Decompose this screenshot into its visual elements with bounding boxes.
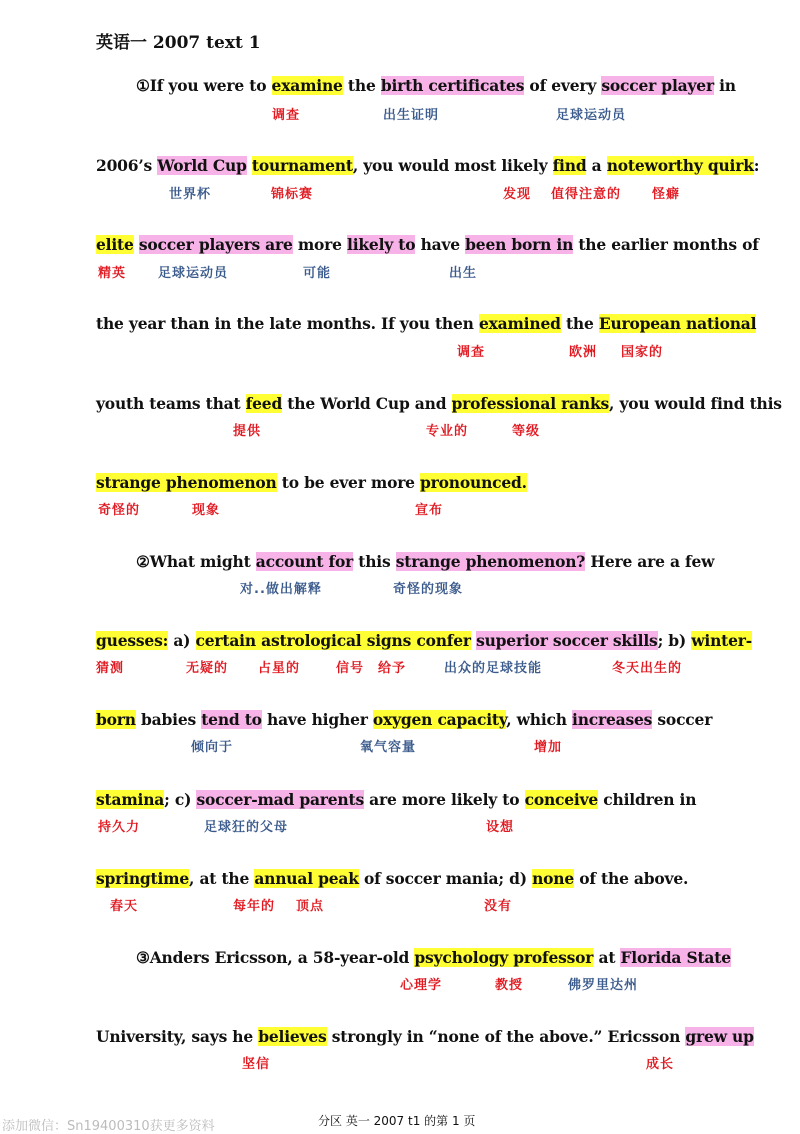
text-segment: the year than in the late months. If you then: [96, 314, 479, 333]
text-segment: at: [593, 948, 621, 967]
highlight-yellow: elite: [96, 235, 134, 254]
text-segment: of every: [524, 76, 602, 95]
text-segment: are more likely to: [363, 790, 525, 809]
highlight-yellow: strange: [96, 473, 166, 492]
chinese-gloss: 倾向于: [191, 740, 234, 755]
highlight-yellow: stamina: [96, 790, 165, 809]
chinese-gloss: 等级: [512, 424, 541, 439]
highlight-yellow: find: [552, 156, 587, 175]
text-segment: in: [713, 76, 736, 95]
text-line: [96, 314, 756, 333]
chinese-gloss: 现象: [192, 503, 221, 518]
highlight-yellow: born: [96, 710, 136, 729]
highlight-yellow: psychology professor: [414, 948, 594, 967]
text-line: [96, 235, 759, 254]
chinese-gloss: 无疑的: [186, 661, 229, 676]
highlight-pink: Florida State: [620, 948, 731, 967]
highlight-yellow: believes: [258, 1027, 327, 1046]
chinese-gloss: 出众的足球技能: [444, 661, 543, 676]
watermark: 添加微信：Sn19400310获更多资料: [2, 1119, 215, 1134]
chinese-gloss: 国家的: [621, 345, 664, 360]
text-segment: a): [168, 631, 196, 650]
text-segment: ②What might: [136, 552, 256, 571]
text-segment: youth teams that: [96, 394, 246, 413]
chinese-gloss: 对..做出解释: [240, 582, 322, 597]
text-segment: ; c): [164, 790, 197, 809]
text-line: [96, 394, 782, 413]
chinese-gloss: 没有: [484, 899, 513, 914]
text-segment: soccer: [652, 710, 713, 729]
text-segment: , you would most likely: [352, 156, 553, 175]
highlight-yellow: phenomenon: [165, 473, 277, 492]
text-segment: the World Cup and: [282, 394, 452, 413]
text-segment: of soccer mania; d): [358, 869, 533, 888]
highlight-pink: World Cup: [157, 156, 247, 175]
highlight-pink: soccer-mad parents: [196, 790, 364, 809]
text-segment: have higher: [261, 710, 373, 729]
highlight-yellow: examine: [271, 76, 343, 95]
chinese-gloss: 宣布: [415, 503, 444, 518]
page-footer: 分区 英一 2007 t1 的第 1 页: [318, 1114, 476, 1128]
text-line: [136, 948, 731, 967]
highlight-yellow: conceive: [524, 790, 599, 809]
highlight-pink: been born in: [465, 235, 574, 254]
chinese-gloss: 占星的: [258, 661, 301, 676]
highlight-yellow: professional ranks: [451, 394, 610, 413]
text-line: [96, 869, 688, 888]
highlight-yellow: certain astrological signs confer: [195, 631, 471, 650]
highlight-pink: increases: [572, 710, 653, 729]
chinese-gloss: 调查: [457, 345, 486, 360]
chinese-gloss: 奇怪的: [98, 503, 141, 518]
chinese-gloss: 出生: [449, 266, 478, 281]
text-segment: babies: [135, 710, 202, 729]
chinese-gloss: 欧洲: [569, 345, 598, 360]
text-segment: University, says he: [96, 1027, 259, 1046]
text-segment: Here are a few: [585, 552, 715, 571]
highlight-yellow: pronounced.: [420, 473, 527, 492]
highlight-pink: tend to: [201, 710, 262, 729]
highlight-pink: grew up: [685, 1027, 754, 1046]
text-segment: ③Anders Ericsson, a 58-year-old: [136, 948, 415, 967]
highlight-pink: soccer players are: [138, 235, 293, 254]
text-line: [96, 710, 712, 729]
text-line: [96, 156, 759, 175]
chinese-gloss: 佛罗里达州: [568, 978, 639, 993]
highlight-yellow: tournament: [251, 156, 353, 175]
chinese-gloss: 发现: [503, 187, 532, 202]
chinese-gloss: 氧气容量: [360, 740, 417, 755]
text-segment: children in: [598, 790, 697, 809]
chinese-gloss: 值得注意的: [551, 187, 622, 202]
text-segment: 2006’s: [96, 156, 158, 175]
text-segment: a: [586, 156, 607, 175]
highlight-pink: strange phenomenon?: [395, 552, 586, 571]
chinese-gloss: 足球狂的父母: [204, 820, 289, 835]
highlight-yellow: springtime: [96, 869, 190, 888]
highlight-yellow: oxygen capacity: [372, 710, 507, 729]
chinese-gloss: 顶点: [296, 899, 325, 914]
chinese-gloss: 成长: [646, 1057, 675, 1072]
text-line: [96, 473, 527, 492]
chinese-gloss: 设想: [486, 820, 515, 835]
chinese-gloss: 锦标赛: [271, 187, 314, 202]
chinese-gloss: 足球运动员: [556, 108, 627, 123]
highlight-pink: superior soccer skills: [476, 631, 658, 650]
chinese-gloss: 提供: [233, 424, 262, 439]
chinese-gloss: 信号: [336, 661, 365, 676]
text-segment: of the above.: [574, 869, 689, 888]
text-line: [96, 790, 696, 809]
chinese-gloss: 坚信: [242, 1057, 271, 1072]
highlight-yellow: winter-: [691, 631, 752, 650]
highlight-yellow: none: [532, 869, 575, 888]
highlight-yellow: examined: [478, 314, 561, 333]
chinese-gloss: 给予: [378, 661, 407, 676]
chinese-gloss: 每年的: [233, 899, 276, 914]
text-segment: ①If you were to: [136, 76, 272, 95]
chinese-gloss: 可能: [303, 266, 332, 281]
chinese-gloss: 奇怪的现象: [393, 582, 464, 597]
chinese-gloss: 怪癖: [652, 187, 681, 202]
highlight-pink: soccer player: [601, 76, 714, 95]
chinese-gloss: 春天: [110, 899, 139, 914]
highlight-yellow: feed: [245, 394, 283, 413]
chinese-gloss: 调查: [272, 108, 301, 123]
text-segment: the earlier months of: [573, 235, 759, 254]
text-segment: the: [342, 76, 381, 95]
text-segment: more: [292, 235, 347, 254]
text-segment: , at the: [189, 869, 255, 888]
highlight-yellow: annual peak: [254, 869, 359, 888]
text-segment: to be ever more: [276, 473, 421, 492]
chinese-gloss: 足球运动员: [158, 266, 229, 281]
chinese-gloss: 增加: [534, 740, 563, 755]
text-segment: , which: [506, 710, 573, 729]
text-segment: strongly in “none of the above.” Ericsson: [326, 1027, 686, 1046]
text-line: [96, 631, 752, 650]
text-segment: :: [753, 156, 760, 175]
chinese-gloss: 专业的: [426, 424, 469, 439]
text-segment: ; b): [657, 631, 692, 650]
highlight-pink: likely to: [347, 235, 416, 254]
text-line: [136, 552, 714, 571]
chinese-gloss: 教授: [495, 978, 524, 993]
page-title: 英语一 2007 text 1: [96, 33, 261, 53]
chinese-gloss: 出生证明: [383, 108, 440, 123]
text-segment: the: [560, 314, 599, 333]
chinese-gloss: 猜测: [96, 661, 125, 676]
chinese-gloss: 心理学: [400, 978, 443, 993]
text-segment: have: [415, 235, 466, 254]
chinese-gloss: 持久力: [98, 820, 141, 835]
text-line: [96, 1027, 754, 1046]
text-segment: , you would find this: [609, 394, 782, 413]
chinese-gloss: 精英: [98, 266, 127, 281]
highlight-yellow: noteworthy quirk: [606, 156, 754, 175]
highlight-yellow: guesses:: [96, 631, 169, 650]
chinese-gloss: 冬天出生的: [612, 661, 683, 676]
highlight-yellow: European national: [598, 314, 757, 333]
chinese-gloss: 世界杯: [169, 187, 212, 202]
text-segment: this: [353, 552, 396, 571]
highlight-pink: account for: [255, 552, 354, 571]
text-line: [136, 76, 736, 95]
highlight-pink: birth certificates: [380, 76, 525, 95]
